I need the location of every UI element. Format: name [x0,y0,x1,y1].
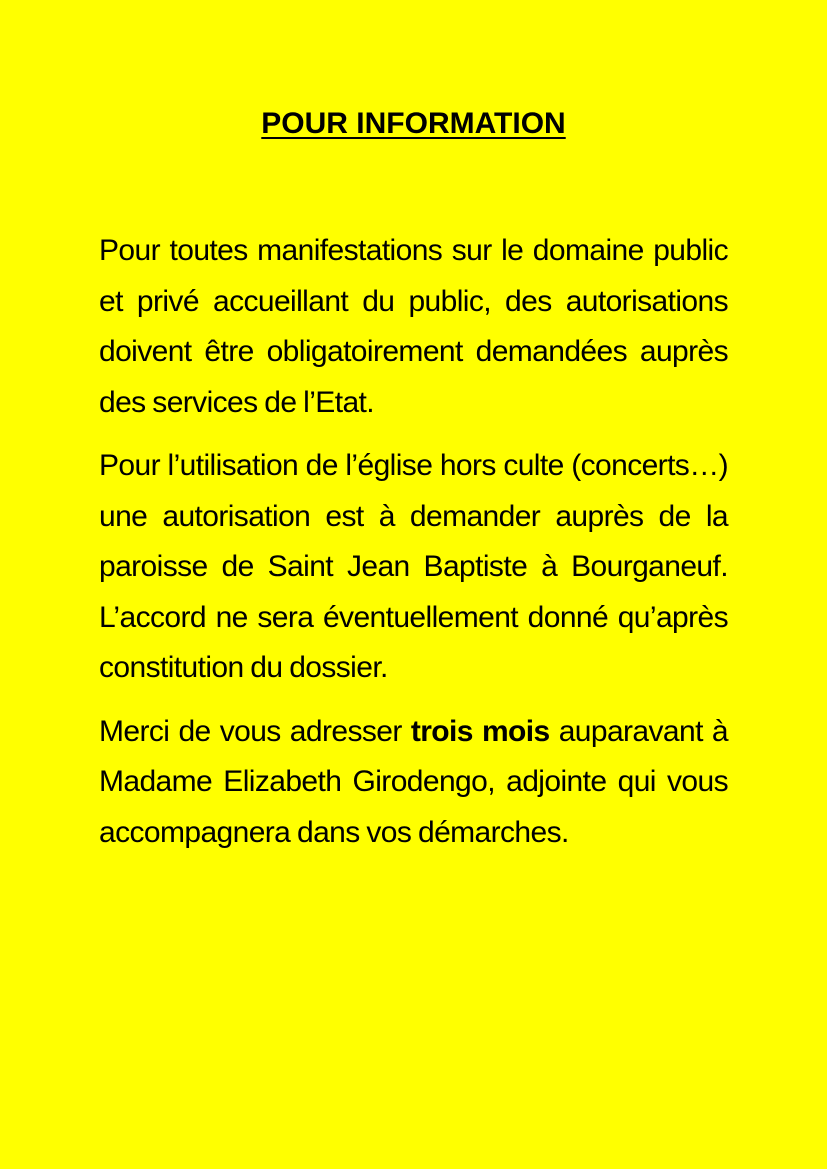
contact-text-start: Merci de vous adresser [99,714,411,748]
page-title [0,104,827,144]
paragraph-eglise: Pour l’utilisation de l’église hors culte (concerts…) une autorisation est à demander auprès de la paroisse de Saint Jean Baptiste à Bourganeuf. L’accord ne sera éventuellement donné qu’après constitution du dossier. [99,449,728,684]
page-title-text: POUR INFORMATION [261,107,566,140]
document-body [99,226,728,871]
contact-emphasis: trois mois [410,714,550,748]
paragraph-manifestations: Pour toutes manifestations sur le domaine public et privé accueillant du public, des autorisations doivent être obligatoirement demandées auprès des services de l’Etat. [99,234,728,419]
contact-text-end: auparavant à Madame Elizabeth Girodengo, adjointe qui vous accompagnera dans vos démarches. [99,714,728,849]
paragraph-contact [99,707,728,859]
